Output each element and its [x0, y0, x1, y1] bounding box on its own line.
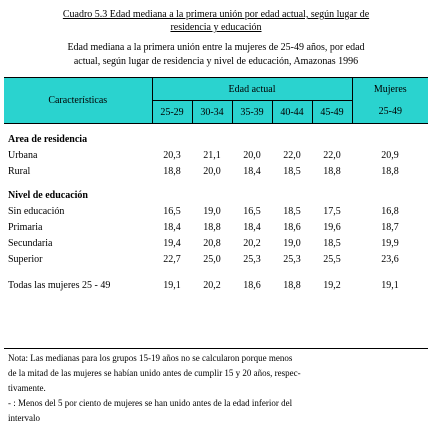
cell-value: 18,5 — [283, 206, 301, 217]
table-row — [4, 252, 428, 268]
cell-value: 20,0 — [243, 150, 261, 161]
table-row — [4, 148, 428, 164]
section-title-education: Nivel de educación — [8, 190, 88, 201]
header-age-group: 25-29 — [152, 101, 192, 124]
cell-value: 19,2 — [323, 280, 341, 291]
cell-value: 16,5 — [243, 206, 261, 217]
cell-value: 18,5 — [283, 166, 301, 177]
cell-value: 19,4 — [163, 238, 181, 249]
cell-value: 19,0 — [283, 238, 301, 249]
cell-total: 23,6 — [381, 254, 399, 265]
table-notes — [4, 348, 428, 426]
section-row — [4, 132, 428, 148]
row-label: Urbana — [8, 150, 38, 161]
cell-value: 22,0 — [283, 150, 301, 161]
cell-value: 18,4 — [243, 166, 261, 177]
row-label: Sin educación — [8, 206, 65, 217]
row-label: Secundaria — [8, 238, 53, 249]
table-row — [4, 236, 428, 252]
table-subtitle-line-1: Edad mediana a la primera unión entre la mujeres de 25-49 años, por edad — [67, 42, 365, 53]
cell-value: 20,0 — [203, 166, 221, 177]
cell-value: 20,8 — [203, 238, 221, 249]
row-label: Rural — [8, 166, 31, 177]
table-subtitle — [14, 41, 418, 69]
row-label: Primaria — [8, 222, 43, 233]
section-row — [4, 188, 428, 204]
cell-total: 19,9 — [381, 238, 399, 249]
note-line: intervalo — [8, 413, 40, 423]
header-age-group: 45-49 — [312, 101, 352, 124]
header-mujeres: Mujeres — [352, 78, 428, 101]
table-title — [8, 8, 424, 34]
cell-value: 19,1 — [163, 280, 181, 291]
header-age-group: 40-44 — [272, 101, 312, 124]
row-label: Todas las mujeres 25 - 49 — [8, 280, 111, 291]
cell-value: 18,6 — [243, 280, 261, 291]
cell-value: 18,4 — [243, 222, 261, 233]
cell-value: 25,3 — [283, 254, 301, 265]
cell-value: 18,8 — [283, 280, 301, 291]
table-row — [4, 204, 428, 220]
cell-value: 25,0 — [203, 254, 221, 265]
cell-value: 21,1 — [203, 150, 221, 161]
note-line: tivamente. — [8, 383, 46, 393]
cell-value: 19,6 — [323, 222, 341, 233]
table-title-line-1: Cuadro 5.3 Edad mediana a la primera unión por edad actual, según lugar de — [62, 9, 370, 20]
cell-value: 18,4 — [163, 222, 181, 233]
table-row — [4, 220, 428, 236]
cell-value: 19,0 — [203, 206, 221, 217]
header-age-group: 30-34 — [192, 101, 232, 124]
cell-value: 22,7 — [163, 254, 181, 265]
cell-value: 16,5 — [163, 206, 181, 217]
cell-value: 18,5 — [323, 238, 341, 249]
cell-value: 18,6 — [283, 222, 301, 233]
cell-value: 17,5 — [323, 206, 341, 217]
section-title-residence: Area de residencia — [8, 134, 88, 145]
cell-value: 20,3 — [163, 150, 181, 161]
cell-value: 18,8 — [323, 166, 341, 177]
cell-value: 18,8 — [163, 166, 181, 177]
cell-total: 16,8 — [381, 206, 399, 217]
data-table — [4, 77, 428, 294]
table-subtitle-line-2: actual, según lugar de residencia y nivel de educación, Amazonas 1996 — [73, 56, 359, 67]
note-line: - : Menos del 5 por ciento de mujeres se han unido antes de la edad inferior del — [8, 398, 293, 408]
cell-value: 25,3 — [243, 254, 261, 265]
table-row — [4, 164, 428, 180]
cell-value: 20,2 — [203, 280, 221, 291]
cell-total: 19,1 — [381, 280, 399, 291]
table-header — [4, 78, 428, 124]
cell-value: 20,2 — [243, 238, 261, 249]
header-characteristics: Características — [4, 78, 152, 124]
note-line: Nota: Las medianas para los grupos 15-19 años no se calcularon porque menos — [8, 353, 293, 363]
cell-value: 22,0 — [323, 150, 341, 161]
cell-total: 18,8 — [381, 166, 399, 177]
table-body — [4, 124, 428, 294]
row-label: Superior — [8, 254, 43, 265]
cell-value: 18,8 — [203, 222, 221, 233]
header-age-group: 35-39 — [232, 101, 272, 124]
header-mujeres-range: 25-49 — [352, 101, 428, 124]
totals-row — [4, 278, 428, 294]
table-title-line-2: residencia y educación — [170, 22, 262, 33]
header-edad-actual: Edad actual — [152, 78, 352, 101]
note-line: de la mitad de las mujeres se habían unido antes de cumplir 15 y 20 años, respec- — [8, 368, 301, 378]
cell-total: 20,9 — [381, 150, 399, 161]
cell-value: 25,5 — [323, 254, 341, 265]
cell-total: 18,7 — [381, 222, 399, 233]
